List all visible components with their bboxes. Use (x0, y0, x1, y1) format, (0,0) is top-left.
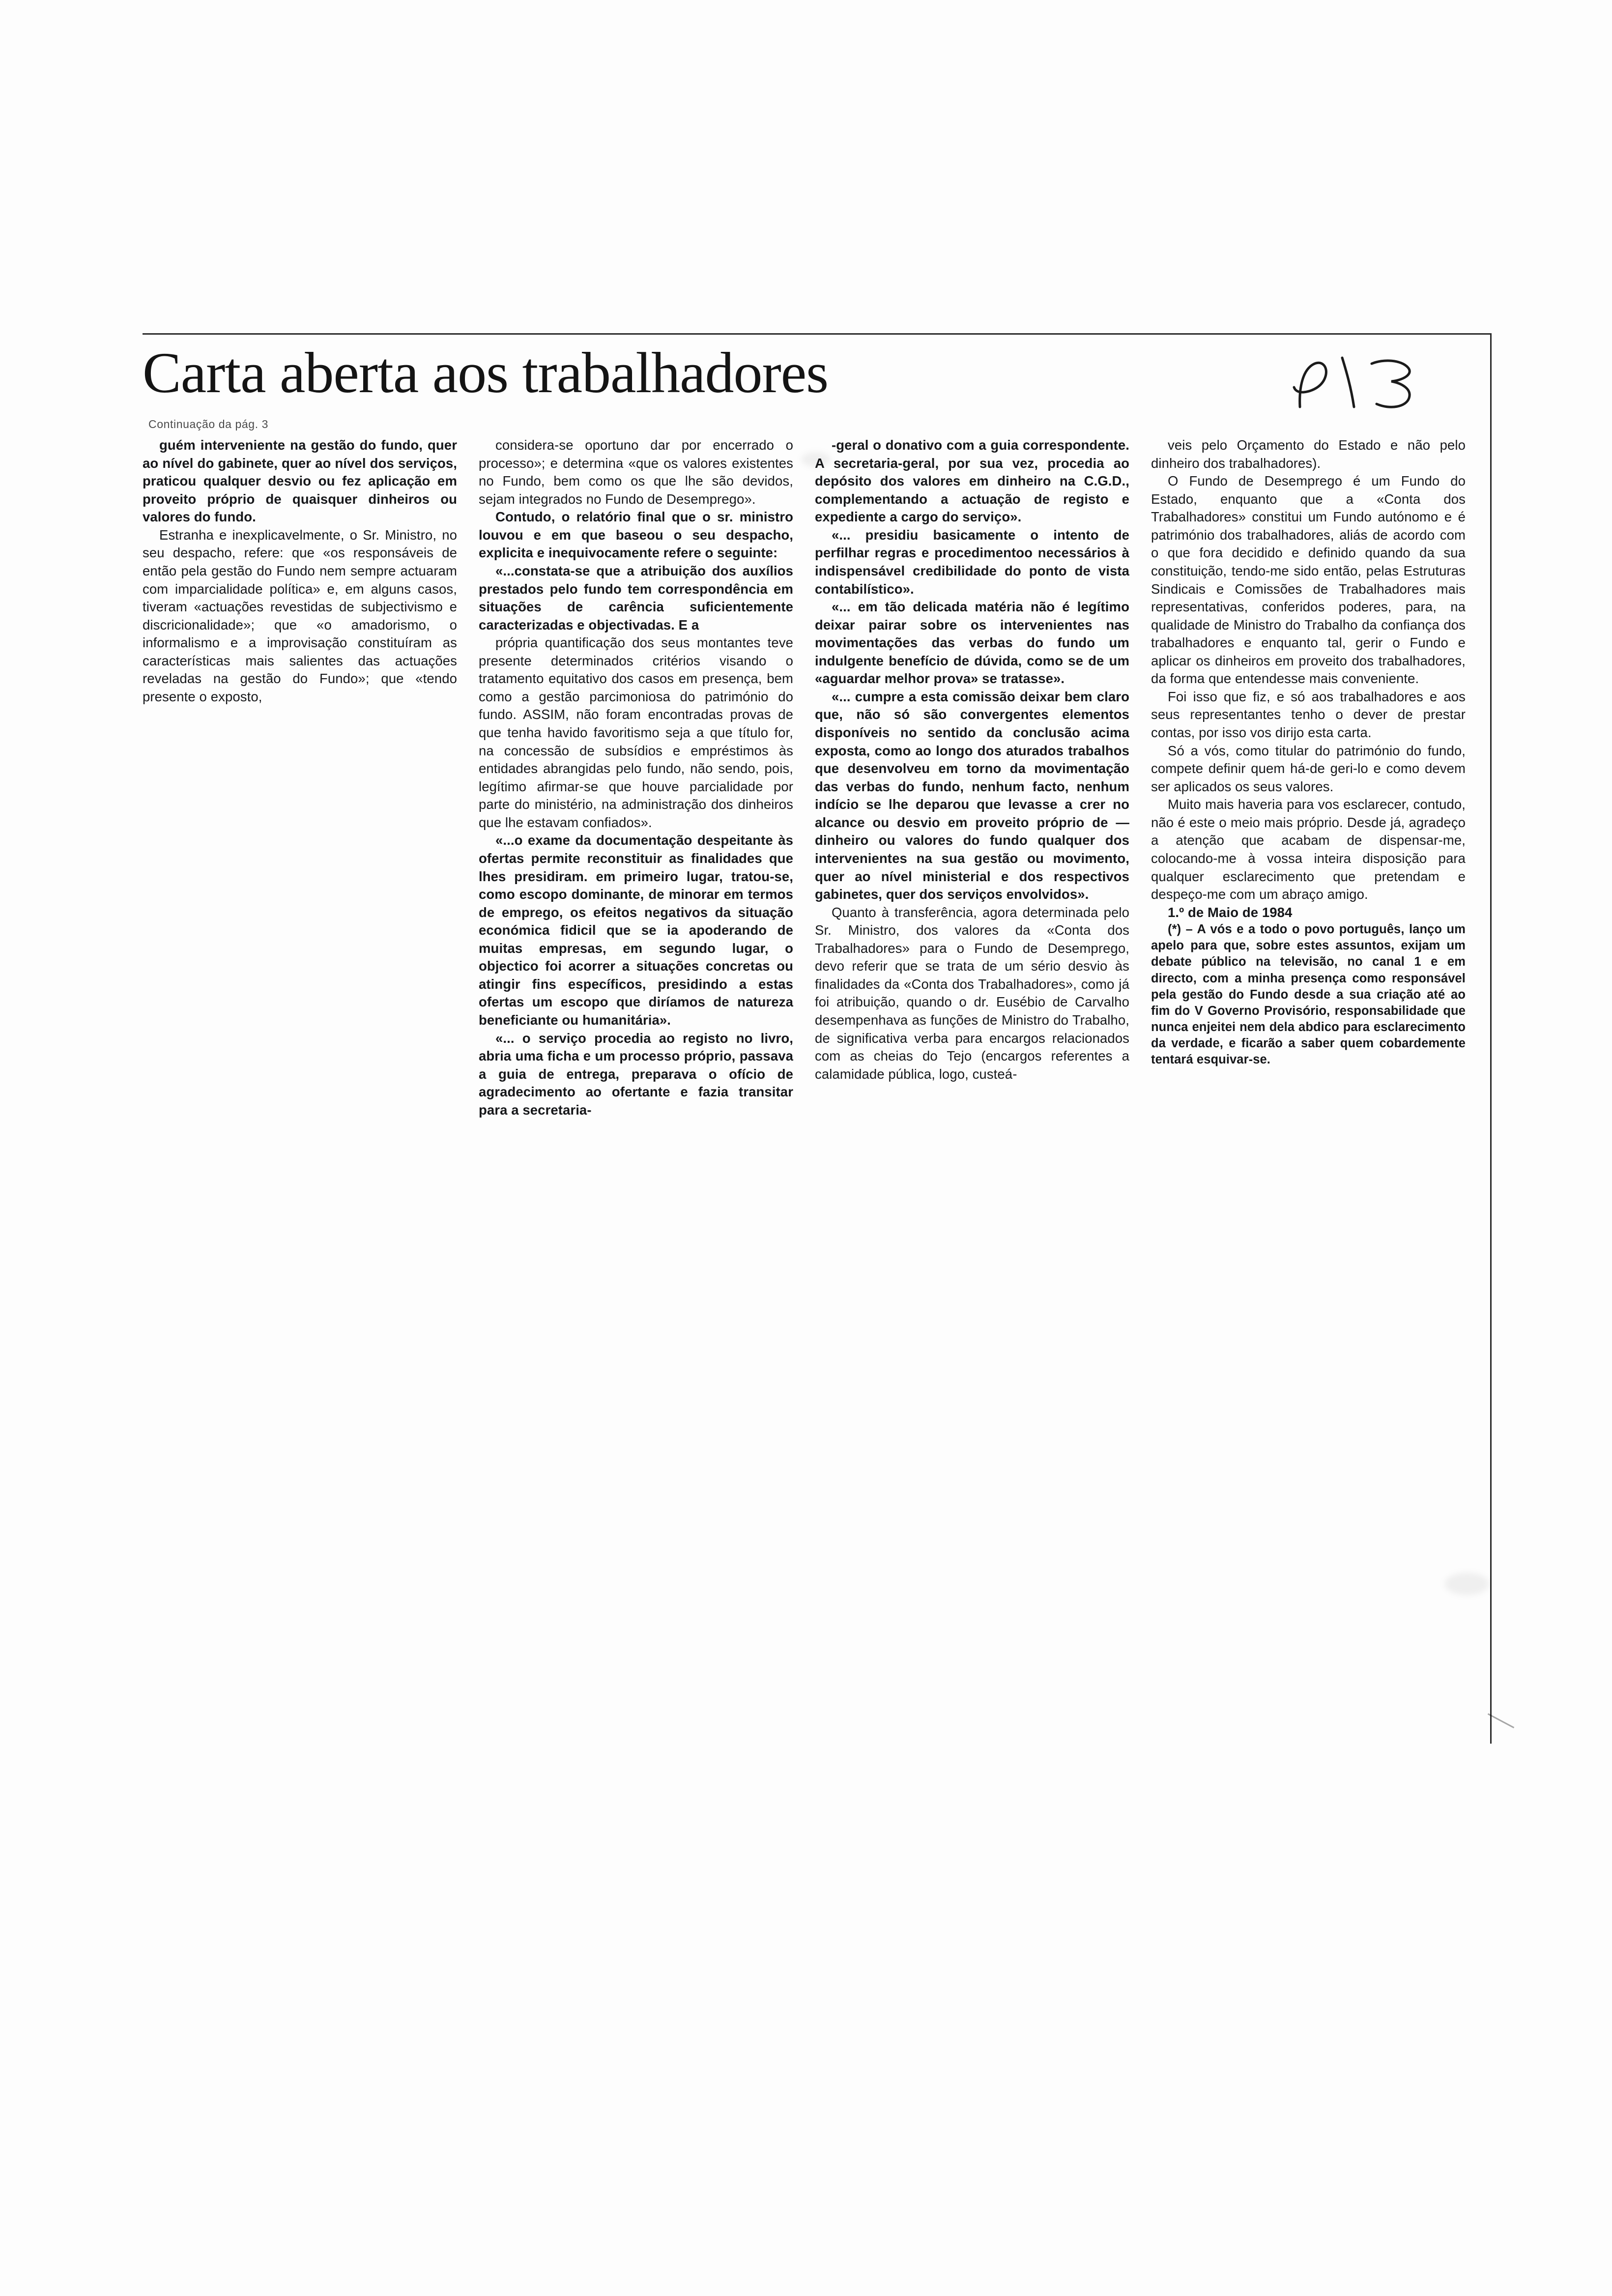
paragraph: Contudo, o relatório final que o sr. ministro louvou e em que baseou o seu despacho, explicita e inequivocamente refere o seguinte: (479, 509, 793, 561)
paragraph: «...constata-se que a atribuição dos auxílios prestados pelo fundo tem correspondência em situações de carência suficientemente caracterizadas e objectivadas. E a (479, 563, 793, 632)
paragraph: «... o serviço procedia ao registo no livro, abria uma ficha e um processo próprio, passava a guia de entrega, preparava o ofício de agradecimento ao ofertante e fazia transitar para a secretaria- (479, 1030, 793, 1118)
paragraph: «...o exame da documentação despeitante às ofertas permite reconstituir as finalidades que lhes presidiram. em primeiro lugar, tratou-se, como escopo dominante, de minorar em termos de emprego, os efeitos negativos da situação económica fidicil que se ia apoderando de muitas empresas, em segundo lugar, o objectico foi acorrer a situações concretas ou atingir fins específicos, presidindo a estas ofertas um escopo que diríamos de natureza beneficiante ou humanitária». (479, 832, 793, 1028)
article-headline: Carta aberta aos trabalhadores (143, 341, 829, 405)
top-divider (143, 333, 1492, 335)
paragraph: considera-se oportuno dar por encerrado o processo»; e determina «que os valores existentes no Fundo, bem como os que lhe são devidos, sejam integrados no Fundo de Desemprego». (479, 437, 793, 507)
handwritten-mark-icon (1285, 349, 1433, 423)
paragraph: -geral o donativo com a guia correspondente. A secretaria-geral, por sua vez, procedia ao depósito dos valores em dinheiro na C.G.D., complementando a actuação de registo e expediente a cargo do serviço». (815, 437, 1129, 525)
paragraph: própria quantificação dos seus montantes teve presente determinados critérios visando o tratamento equitativo dos casos em presença, bem como a gestão parcimoniosa do património do fundo. ASSIM, não foram encontradas provas de que tenha havido favoritismo seja a que título for, na concessão de subsídios e empréstimos às entidades abrangidas pelo fundo, não sendo, pois, legítimo afirmar-se que houve parcialidade por parte do ministério, na administração dos dinheiros que lhe estavam confiados». (479, 635, 793, 830)
paragraph: Quanto à transferência, agora determinada pelo Sr. Ministro, dos valores da «Conta dos Trabalhadores» para o Fundo de Desemprego, devo referir que se trata de um sério desvio às finalidades da «Conta dos Trabalhadores», como já foi atribuição, quando o dr. Eusébio de Carvalho desempenhava as funções de Ministro do Trabalho, de significativa verba para encargos relacionados com as cheias do Tejo (encargos referentes a calamidade pública, logo, custeá- (815, 904, 1129, 1082)
paragraph: Só a vós, como titular do património do fundo, compete definir quem há-de geri-lo e como devem ser aplicados os seus valores. (1151, 743, 1466, 794)
paragraph: Estranha e inexplicavelmente, o Sr. Ministro, no seu despacho, refere: que «os responsáveis de então pela gestão do Fundo nem sempre actuaram com imparcialidade política» e, em alguns casos, tiveram «actuações revestidas de subjectivismo e discricionalidade»; que «o amadorismo, o informalismo e a improvisação constituíram as características mais salientes das actuações reveladas na gestão do Fundo»; que «tendo presente o exposto, (143, 527, 457, 704)
paragraph: O Fundo de Desemprego é um Fundo do Estado, enquanto que a «Conta dos Trabalhadores» constitui um Fundo autónomo e é património dos trabalhadores, aliás de acordo com o que fora decidido e definido quando da sua constituição, tendo-me sido então, pelas Estruturas Sindicais e Comissões de Trabalhadores mais representativas, conferidos poderes, para, na qualidade de Ministro do Trabalho da confiança dos trabalhadores e enquanto tal, gerir o Fundo e aplicar os dinheiros em proveito dos trabalhadores, da forma que entendesse mais conveniente. (1151, 473, 1466, 687)
signature-date: 1.º de Maio de 1984 (1168, 904, 1293, 920)
continuation-note: Continuação da pág. 3 (148, 418, 269, 430)
article-column-2 (479, 436, 793, 1744)
article-scan (123, 305, 1514, 2015)
paragraph: «... em tão delicada matéria não é legítimo deixar pairar sobre os intervenientes nas movimentações das verbas do fundo um indulgente benefício de dúvida, como se de um «aguardar melhor prova» se tratasse». (815, 599, 1129, 687)
paragraph: guém interveniente na gestão do fundo, quer ao nível do gabinete, quer ao nível dos serviços, praticou qualquer desvio ou fez aplicação em proveito próprio de quaisquer dinheiros ou valores do fundo. (143, 437, 457, 525)
article-column-3 (815, 436, 1129, 1744)
scan-smudge (1445, 1573, 1489, 1595)
footnote: (*) – A vós e a todo o povo português, lanço um apelo para que, sobre estes assuntos, exijam um debate público na televisão, no canal 1 e em directo, com a minha presença como responsável pela gestão do Fundo desde a sua criação até ao fim do V Governo Provisório, responsabilidade que nunca enjeitei nem dela abdico para esclarecimento da verdade, e ficarão a saber quem cobardemente tentará esquivar-se. (1151, 922, 1466, 1067)
article-columns (143, 436, 1492, 1744)
paragraph: veis pelo Orçamento do Estado e não pelo dinheiro dos trabalhadores). (1151, 437, 1466, 471)
paragraph: Foi isso que fiz, e só aos trabalhadores e aos seus representantes tenho o dever de prestar contas, por isso vos dirijo esta carta. (1151, 689, 1466, 740)
scan-smudge (801, 452, 831, 467)
paragraph: Muito mais haveria para vos esclarecer, contudo, não é este o meio mais próprio. Desde já, agradeço a atenção que acabam de dispensar-me, colocando-me à vossa inteira disposição para qualquer esclarecimento que pretendam e despeço-me com um abraço amigo. (1151, 797, 1466, 902)
article-column-4 (1151, 436, 1466, 1744)
paragraph: «... presidiu basicamente o intento de perfilhar regras e procedimentoo necessários à indispensável credibilidade do ponto de vista contabilístico». (815, 527, 1129, 597)
paragraph: «... cumpre a esta comissão deixar bem claro que, não só são convergentes elementos disponíveis no sentido da conclusão acima exposta, como ao longo dos aturados trabalhos que desenvolveu em torno da movimentação das verbas do fundo, nenhum facto, nenhum indício se lhe deparou que levasse a crer no alcance ou desvio em proveito próprio de — dinheiro ou valores do fundo qualquer dos intervenientes na sua gestão ou movimento, quer ao nível ministerial e dos respectivos gabinetes, quer dos serviços envolvidos». (815, 689, 1129, 902)
article-column-1 (143, 436, 457, 1744)
